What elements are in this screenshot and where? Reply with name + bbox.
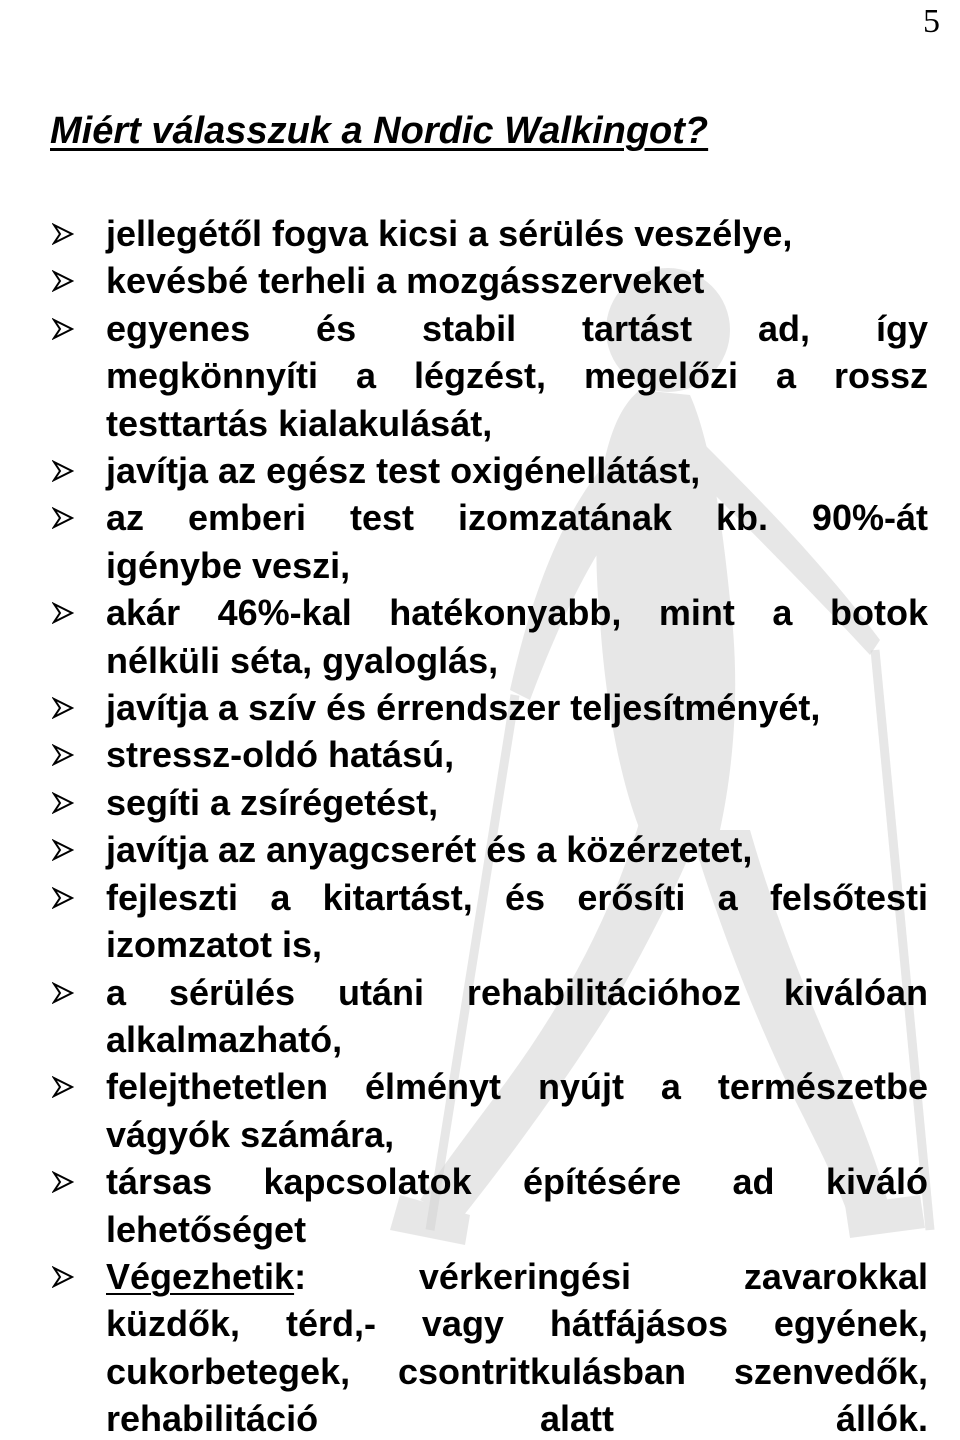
list-item-lead-rest: : vérkeringési zavarokkal [294,1255,928,1297]
list-item-first-line: egyenes és stabil tartást ad, így [106,307,928,349]
list-item [50,494,928,589]
list-item [50,589,928,684]
list-item [50,731,928,778]
list-item [50,826,928,873]
arrowhead-bullet-icon [52,460,74,482]
arrowhead-bullet-icon [52,744,74,766]
list-item-first-line [106,1253,928,1300]
list-item-lead: Végezhetik [106,1255,295,1297]
list-item-text: igénybe veszi, [106,544,351,586]
list-item [50,1063,928,1158]
list-item-text: megkönnyíti a légzést, megelőzi a rossz testtartás kialakulását, [106,355,928,444]
list-item-first-line: az emberi test izomzatának kb. 90%-át [106,497,928,539]
list-item-text: vágyók számára, [106,1113,395,1155]
list-item-text: javítja az anyagcserét és a közérzetet, [106,829,753,871]
arrowhead-bullet-icon [52,697,74,719]
list-item [50,1158,928,1253]
list-item-first-line: fejleszti a kitartást, és erősíti a felsőtesti [106,876,928,918]
list-item-first-line: felejthetetlen élményt nyújt a természetbe [106,1066,928,1108]
list-item [50,684,928,731]
list-item [50,874,928,969]
list-item-text: stressz-oldó hatású, [106,734,455,776]
page-title: Miért válasszuk a Nordic Walkingot? [50,110,709,152]
arrowhead-bullet-icon [52,839,74,861]
arrowhead-bullet-icon [52,270,74,292]
list-item-text: segíti a zsírégetést, [106,781,439,823]
list-item-text: alkalmazható, [106,1018,343,1060]
list-item-text: javítja az egész test oxigénellátást, [106,450,701,492]
list-item [50,1253,928,1440]
arrowhead-bullet-icon [52,982,74,1004]
list-item-first-line: akár 46%-kal hatékonyabb, mint a botok [106,592,928,634]
list-item-text: nélküli séta, gyaloglás, [106,639,499,681]
list-item [50,210,928,257]
arrowhead-bullet-icon [52,1076,74,1098]
list-item-text: javítja a szív és érrendszer teljesítményét, [106,687,821,729]
arrowhead-bullet-icon [52,507,74,529]
arrowhead-bullet-icon [52,602,74,624]
arrowhead-bullet-icon [52,223,74,245]
arrowhead-bullet-icon [52,1171,74,1193]
list-item-text: izomzatot is, [106,924,323,966]
arrowhead-bullet-icon [52,887,74,909]
list-item [50,779,928,826]
list-item [50,257,928,304]
benefits-list [50,210,928,1440]
list-item [50,969,928,1064]
list-item [50,447,928,494]
list-item-first-line: társas kapcsolatok építésére ad kiváló [106,1161,928,1203]
arrowhead-bullet-icon [52,318,74,340]
list-item [50,305,928,447]
list-item-text: kevésbé terheli a mozgásszerveket [106,260,705,302]
arrowhead-bullet-icon [52,1266,74,1288]
list-item-text: küzdők, térd,- vagy hátfájásos egyének, cukorbetegek, csontritkulásban szenvedők, rehabilitáció alatt állók. [106,1303,928,1440]
list-item-text: lehetőséget [106,1208,307,1250]
list-item-text: jellegétől fogva kicsi a sérülés veszélye, [106,213,793,254]
page-number: 5 [923,3,940,40]
list-item-first-line: a sérülés utáni rehabilitációhoz kiválóan [106,971,928,1013]
arrowhead-bullet-icon [52,792,74,814]
